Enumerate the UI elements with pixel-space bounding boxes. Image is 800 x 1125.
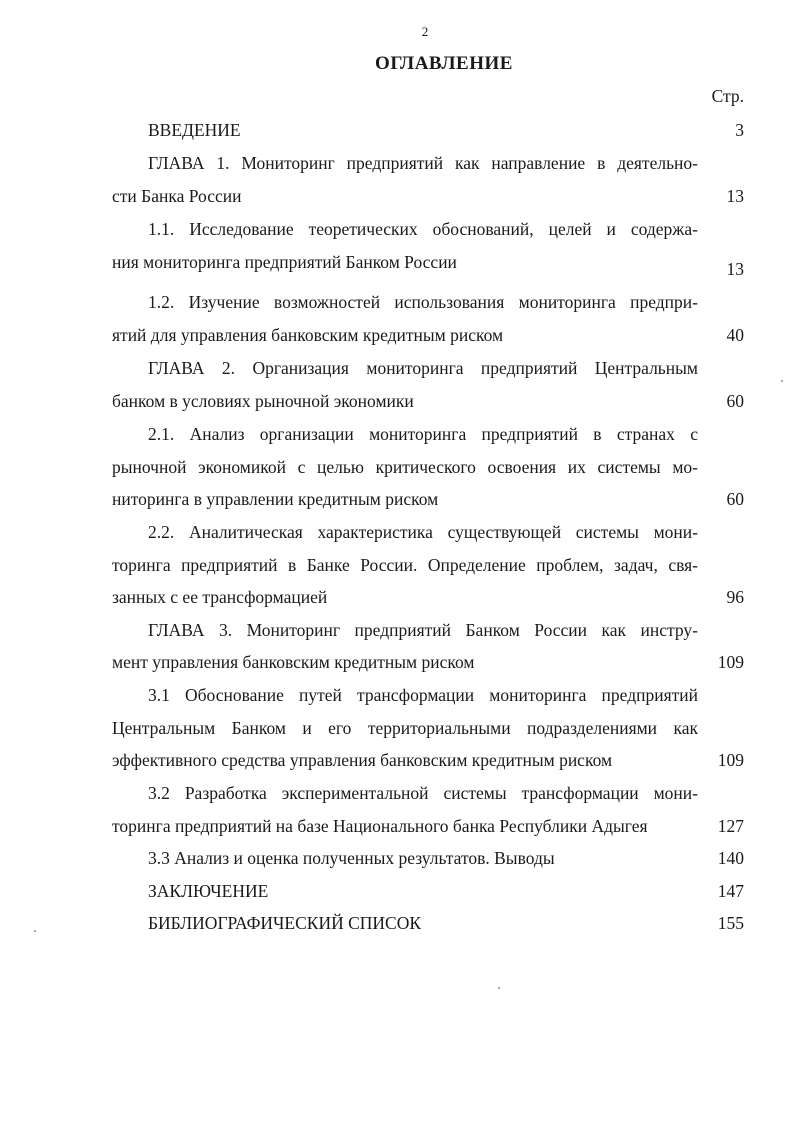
toc-entry-text: эффективного средства управления банковским кредитным риском [112,750,613,770]
toc-entry-text: 1.2. Изучение возможностей использования мониторинга предпри- [148,292,698,312]
toc-entry-text: БИБЛИОГРАФИЧЕСКИЙ СПИСОК [148,913,422,933]
toc-entry-text: ГЛАВА 3. Мониторинг предприятий Банком России как инстру- [148,620,698,640]
toc-entry-page: 3 [735,120,744,140]
page-title: ОГЛАВЛЕНИЕ [375,53,513,74]
toc-entry-page: 147 [717,881,744,901]
toc-entry-page: 60 [726,489,744,509]
toc-entry-text: рыночной экономикой с целью критического освоения их системы мо- [112,457,698,477]
toc-entry-text: мент управления банковским кредитным риском [112,652,475,672]
toc-entry-text: ВВЕДЕНИЕ [148,120,241,140]
toc-entry-page: 140 [717,848,744,868]
toc-entry-page: 127 [717,816,744,836]
toc-entry-text: 2.2. Аналитическая характеристика существующей системы мони- [148,522,698,542]
toc-entry-text: торинга предприятий на базе Национального банка Республики Адыгея [112,816,648,836]
toc-entry-page: 60 [726,391,744,411]
scan-speck [781,380,783,382]
toc-entry-text: ГЛАВА 2. Организация мониторинга предприятий Центральным [148,358,698,378]
toc-entry-text: Центральным Банком и его территориальными подразделениями как [112,718,698,738]
toc-entry-page: 96 [726,587,744,607]
toc-entry-text: 3.1 Обоснование путей трансформации мониторинга предприятий [148,685,698,705]
toc-entry-text: 2.1. Анализ организации мониторинга предприятий в странах с [148,424,698,444]
toc-entry-page: 13 [726,186,744,206]
toc-entry-text: ния мониторинга предприятий Банком России [112,252,457,272]
scan-speck [34,930,36,932]
toc-entry-page: 109 [717,750,744,770]
toc-entry-text: сти Банка России [112,186,242,206]
toc-entry-text: банком в условиях рыночной экономики [112,391,414,411]
toc-entry-text: ГЛАВА 1. Мониторинг предприятий как направление в деятельно- [148,153,698,173]
toc-entry-text: ятий для управления банковским кредитным риском [112,325,504,345]
toc-entry-text: ЗАКЛЮЧЕНИЕ [148,881,269,901]
toc-entry-text: 1.1. Исследование теоретических обоснований, целей и содержа- [148,219,698,239]
page-column-label: Стр. [711,86,744,106]
toc-entry-text: 3.2 Разработка экспериментальной системы трансформации мони- [148,783,698,803]
toc-entry-text: торинга предприятий в Банке России. Определение проблем, задач, свя- [112,555,698,575]
toc-entry-text: 3.3 Анализ и оценка полученных результатов. Выводы [148,848,555,868]
toc-entry-page: 13 [726,259,744,279]
page-number: 2 [421,24,429,39]
toc-entry-page: 155 [717,913,744,933]
toc-entry-page: 109 [717,652,744,672]
toc-entry-text: ниторинга в управлении кредитным риском [112,489,439,509]
toc-entry-text: занных с ее трансформацией [112,587,328,607]
toc-entry-page: 40 [726,325,744,345]
scan-speck [498,987,500,989]
